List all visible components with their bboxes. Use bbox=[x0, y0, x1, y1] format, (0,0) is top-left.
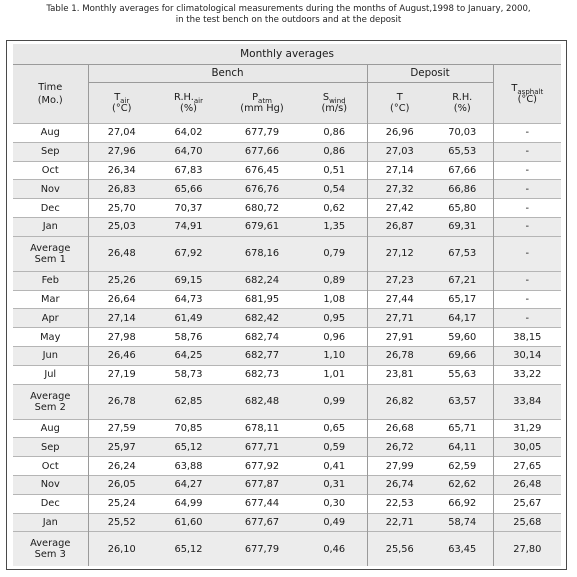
value-cell-tasph: - bbox=[493, 217, 561, 236]
value-cell-swind: 0,86 bbox=[302, 124, 367, 143]
value-cell-tasph: 25,68 bbox=[493, 513, 561, 532]
value-cell-rh: 58,74 bbox=[432, 513, 493, 532]
table-row-average bbox=[13, 384, 561, 419]
value-cell-patm: 677,67 bbox=[222, 513, 302, 532]
time-cell: Aug bbox=[13, 124, 88, 143]
value-cell-rh: 59,60 bbox=[432, 328, 493, 347]
value-cell-tasph: - bbox=[493, 124, 561, 143]
value-cell-patm: 676,76 bbox=[222, 180, 302, 199]
tair-column-header bbox=[88, 83, 155, 124]
value-cell-patm: 677,44 bbox=[222, 494, 302, 513]
value-cell-rh: 66,92 bbox=[432, 494, 493, 513]
average-label: Average bbox=[30, 242, 71, 254]
value-cell-rh: 69,66 bbox=[432, 346, 493, 365]
value-cell-tair: 27,14 bbox=[88, 309, 155, 328]
value-cell-rh: 65,71 bbox=[432, 419, 493, 438]
value-cell-t: 25,56 bbox=[367, 532, 432, 567]
value-cell-tasph: 33,84 bbox=[493, 384, 561, 419]
table-row-average bbox=[13, 236, 561, 271]
time-cell: Oct bbox=[13, 161, 88, 180]
value-cell-t: 27,03 bbox=[367, 142, 432, 161]
average-label: Average bbox=[30, 390, 71, 402]
value-cell-swind: 1,35 bbox=[302, 217, 367, 236]
value-cell-rh: 65,80 bbox=[432, 199, 493, 218]
value-cell-tasph: - bbox=[493, 199, 561, 218]
value-cell-rhair: 61,60 bbox=[155, 513, 222, 532]
value-cell-patm: 682,48 bbox=[222, 384, 302, 419]
value-cell-rhair: 70,37 bbox=[155, 199, 222, 218]
value-cell-patm: 677,79 bbox=[222, 532, 302, 567]
patm-symbol: P bbox=[252, 92, 259, 103]
value-cell-tair: 25,24 bbox=[88, 494, 155, 513]
value-cell-rh: 64,17 bbox=[432, 309, 493, 328]
average-label: Average bbox=[30, 538, 71, 550]
table-row-average bbox=[13, 532, 561, 567]
time-cell: Jan bbox=[13, 217, 88, 236]
value-cell-tair: 26,24 bbox=[88, 457, 155, 476]
time-column-header bbox=[13, 65, 88, 124]
value-cell-t: 27,32 bbox=[367, 180, 432, 199]
value-cell-tair: 26,78 bbox=[88, 384, 155, 419]
value-cell-tair: 25,70 bbox=[88, 199, 155, 218]
deposit-rh-symbol: R.H. bbox=[452, 92, 473, 103]
semester-label: Sem 3 bbox=[34, 549, 66, 561]
table-row bbox=[13, 419, 561, 438]
swind-symbol: S bbox=[322, 92, 330, 103]
table-row bbox=[13, 328, 561, 347]
value-cell-tair: 25,52 bbox=[88, 513, 155, 532]
tair-unit: (°C) bbox=[112, 103, 132, 114]
value-cell-tair: 26,64 bbox=[88, 290, 155, 309]
value-cell-rh: 65,53 bbox=[432, 142, 493, 161]
value-cell-tair: 26,34 bbox=[88, 161, 155, 180]
value-cell-rhair: 67,92 bbox=[155, 236, 222, 271]
semester-label: Sem 2 bbox=[34, 401, 66, 413]
table-row bbox=[13, 217, 561, 236]
semester-label: Sem 1 bbox=[34, 253, 66, 265]
value-cell-tair: 27,96 bbox=[88, 142, 155, 161]
value-cell-swind: 0,41 bbox=[302, 457, 367, 476]
table-row bbox=[13, 346, 561, 365]
rhair-subscript: air bbox=[193, 96, 203, 105]
value-cell-swind: 0,86 bbox=[302, 142, 367, 161]
value-cell-tasph: 25,67 bbox=[493, 494, 561, 513]
value-cell-tair: 26,10 bbox=[88, 532, 155, 567]
value-cell-rhair: 64,27 bbox=[155, 475, 222, 494]
value-cell-rh: 67,53 bbox=[432, 236, 493, 271]
deposit-group-header: Deposit bbox=[367, 65, 493, 83]
value-cell-t: 26,82 bbox=[367, 384, 432, 419]
deposit-t-unit: (°C) bbox=[390, 103, 410, 114]
value-cell-swind: 0,49 bbox=[302, 513, 367, 532]
month-label: (Mo.) bbox=[37, 95, 63, 106]
value-cell-rhair: 61,49 bbox=[155, 309, 222, 328]
value-cell-rhair: 65,66 bbox=[155, 180, 222, 199]
value-cell-tasph: 27,80 bbox=[493, 532, 561, 567]
value-cell-t: 26,96 bbox=[367, 124, 432, 143]
table-row bbox=[13, 457, 561, 476]
value-cell-tasph: 33,22 bbox=[493, 365, 561, 384]
value-cell-patm: 680,72 bbox=[222, 199, 302, 218]
time-cell: Apr bbox=[13, 309, 88, 328]
swind-unit: (m/s) bbox=[321, 103, 348, 114]
tasphalt-unit: (°C) bbox=[517, 94, 537, 105]
value-cell-patm: 677,87 bbox=[222, 475, 302, 494]
table-row bbox=[13, 161, 561, 180]
time-cell: Dec bbox=[13, 494, 88, 513]
value-cell-swind: 0,89 bbox=[302, 271, 367, 290]
value-cell-rhair: 64,02 bbox=[155, 124, 222, 143]
value-cell-tasph: - bbox=[493, 161, 561, 180]
value-cell-tasph: - bbox=[493, 271, 561, 290]
value-cell-tasph: 26,48 bbox=[493, 475, 561, 494]
value-cell-rh: 55,63 bbox=[432, 365, 493, 384]
time-cell: Jun bbox=[13, 346, 88, 365]
value-cell-tasph: 38,15 bbox=[493, 328, 561, 347]
table-row bbox=[13, 438, 561, 457]
time-cell: Nov bbox=[13, 475, 88, 494]
table-header bbox=[13, 44, 561, 124]
value-cell-tair: 27,98 bbox=[88, 328, 155, 347]
swind-column-header bbox=[302, 83, 367, 124]
value-cell-patm: 682,77 bbox=[222, 346, 302, 365]
value-cell-tasph: 30,14 bbox=[493, 346, 561, 365]
value-cell-rhair: 58,73 bbox=[155, 365, 222, 384]
value-cell-patm: 682,74 bbox=[222, 328, 302, 347]
table-row bbox=[13, 271, 561, 290]
deposit-rh-unit: (%) bbox=[453, 103, 471, 114]
swind-subscript: wind bbox=[329, 96, 346, 105]
value-cell-tair: 27,04 bbox=[88, 124, 155, 143]
value-cell-rhair: 65,12 bbox=[155, 532, 222, 567]
value-cell-rh: 65,17 bbox=[432, 290, 493, 309]
value-cell-tasph: - bbox=[493, 236, 561, 271]
value-cell-rh: 62,62 bbox=[432, 475, 493, 494]
patm-column-header bbox=[222, 83, 302, 124]
table-row bbox=[13, 124, 561, 143]
value-cell-patm: 676,45 bbox=[222, 161, 302, 180]
value-cell-tasph: - bbox=[493, 180, 561, 199]
tair-subscript: air bbox=[120, 96, 130, 105]
value-cell-t: 27,42 bbox=[367, 199, 432, 218]
bench-group-header: Bench bbox=[88, 65, 367, 83]
value-cell-rh: 70,03 bbox=[432, 124, 493, 143]
value-cell-rhair: 74,91 bbox=[155, 217, 222, 236]
value-cell-swind: 0,31 bbox=[302, 475, 367, 494]
value-cell-swind: 0,95 bbox=[302, 309, 367, 328]
value-cell-patm: 677,79 bbox=[222, 124, 302, 143]
table-row bbox=[13, 494, 561, 513]
time-cell: Mar bbox=[13, 290, 88, 309]
value-cell-rhair: 64,70 bbox=[155, 142, 222, 161]
value-cell-tair: 27,59 bbox=[88, 419, 155, 438]
time-cell: Jan bbox=[13, 513, 88, 532]
table-row bbox=[13, 365, 561, 384]
value-cell-swind: 0,96 bbox=[302, 328, 367, 347]
time-cell: Feb bbox=[13, 271, 88, 290]
value-cell-rh: 63,57 bbox=[432, 384, 493, 419]
value-cell-swind: 0,99 bbox=[302, 384, 367, 419]
value-cell-rhair: 64,99 bbox=[155, 494, 222, 513]
monthly-averages-heading: Monthly averages bbox=[13, 44, 561, 65]
value-cell-patm: 677,92 bbox=[222, 457, 302, 476]
value-cell-tair: 25,97 bbox=[88, 438, 155, 457]
time-cell: Jul bbox=[13, 365, 88, 384]
patm-unit: (mm Hg) bbox=[240, 103, 284, 114]
value-cell-rhair: 62,85 bbox=[155, 384, 222, 419]
deposit-rh-column-header bbox=[432, 83, 493, 124]
value-cell-rh: 67,21 bbox=[432, 271, 493, 290]
tasphalt-column-header bbox=[493, 65, 561, 124]
value-cell-patm: 681,95 bbox=[222, 290, 302, 309]
value-cell-tair: 27,19 bbox=[88, 365, 155, 384]
value-cell-swind: 1,01 bbox=[302, 365, 367, 384]
value-cell-t: 27,12 bbox=[367, 236, 432, 271]
value-cell-swind: 0,51 bbox=[302, 161, 367, 180]
deposit-t-symbol: T bbox=[396, 92, 403, 103]
tasphalt-symbol: T bbox=[511, 83, 518, 94]
tasphalt-subscript: asphalt bbox=[517, 87, 544, 96]
time-cell: May bbox=[13, 328, 88, 347]
value-cell-tair: 26,83 bbox=[88, 180, 155, 199]
rhair-unit: (%) bbox=[180, 103, 197, 114]
value-cell-rh: 64,11 bbox=[432, 438, 493, 457]
value-cell-rh: 62,59 bbox=[432, 457, 493, 476]
time-cell bbox=[13, 532, 88, 567]
value-cell-patm: 678,16 bbox=[222, 236, 302, 271]
value-cell-rh: 67,66 bbox=[432, 161, 493, 180]
value-cell-rh: 66,86 bbox=[432, 180, 493, 199]
value-cell-rh: 63,45 bbox=[432, 532, 493, 567]
table-row bbox=[13, 309, 561, 328]
value-cell-patm: 679,61 bbox=[222, 217, 302, 236]
time-cell: Aug bbox=[13, 419, 88, 438]
value-cell-swind: 0,59 bbox=[302, 438, 367, 457]
time-cell bbox=[13, 384, 88, 419]
time-cell: Nov bbox=[13, 180, 88, 199]
time-label: Time bbox=[38, 82, 63, 93]
value-cell-tasph: 30,05 bbox=[493, 438, 561, 457]
value-cell-swind: 0,65 bbox=[302, 419, 367, 438]
value-cell-t: 26,68 bbox=[367, 419, 432, 438]
table-row bbox=[13, 180, 561, 199]
table-row bbox=[13, 513, 561, 532]
value-cell-rhair: 63,88 bbox=[155, 457, 222, 476]
value-cell-t: 27,99 bbox=[367, 457, 432, 476]
time-cell bbox=[13, 236, 88, 271]
value-cell-rhair: 69,15 bbox=[155, 271, 222, 290]
value-cell-patm: 678,11 bbox=[222, 419, 302, 438]
value-cell-tair: 25,03 bbox=[88, 217, 155, 236]
table-row bbox=[13, 475, 561, 494]
value-cell-t: 27,23 bbox=[367, 271, 432, 290]
value-cell-swind: 0,62 bbox=[302, 199, 367, 218]
value-cell-swind: 0,54 bbox=[302, 180, 367, 199]
value-cell-t: 27,91 bbox=[367, 328, 432, 347]
value-cell-tair: 26,48 bbox=[88, 236, 155, 271]
deposit-t-column-header bbox=[367, 83, 432, 124]
value-cell-swind: 0,30 bbox=[302, 494, 367, 513]
value-cell-swind: 1,08 bbox=[302, 290, 367, 309]
value-cell-rhair: 70,85 bbox=[155, 419, 222, 438]
value-cell-patm: 682,73 bbox=[222, 365, 302, 384]
value-cell-rhair: 67,83 bbox=[155, 161, 222, 180]
patm-subscript: atm bbox=[258, 96, 272, 105]
value-cell-tasph: - bbox=[493, 309, 561, 328]
caption-line-2: in the test bench on the outdoors and at the deposit bbox=[175, 15, 402, 25]
value-cell-t: 26,72 bbox=[367, 438, 432, 457]
value-cell-patm: 682,24 bbox=[222, 271, 302, 290]
value-cell-patm: 677,71 bbox=[222, 438, 302, 457]
caption-line-1: Table 1. Monthly averages for climatological measurements during the months of August,1998 to January, 2000, bbox=[46, 4, 531, 14]
tair-symbol: T bbox=[114, 92, 121, 103]
table-caption bbox=[0, 4, 577, 26]
time-cell: Oct bbox=[13, 457, 88, 476]
value-cell-t: 26,74 bbox=[367, 475, 432, 494]
table-row bbox=[13, 142, 561, 161]
value-cell-patm: 677,66 bbox=[222, 142, 302, 161]
value-cell-t: 22,53 bbox=[367, 494, 432, 513]
value-cell-tair: 26,46 bbox=[88, 346, 155, 365]
value-cell-t: 23,81 bbox=[367, 365, 432, 384]
rhair-column-header bbox=[155, 83, 222, 124]
value-cell-rhair: 65,12 bbox=[155, 438, 222, 457]
value-cell-swind: 1,10 bbox=[302, 346, 367, 365]
value-cell-tasph: 27,65 bbox=[493, 457, 561, 476]
value-cell-tasph: - bbox=[493, 142, 561, 161]
table-row bbox=[13, 199, 561, 218]
climate-table bbox=[13, 44, 561, 566]
value-cell-t: 27,14 bbox=[367, 161, 432, 180]
value-cell-rhair: 64,73 bbox=[155, 290, 222, 309]
time-cell: Sep bbox=[13, 142, 88, 161]
value-cell-t: 26,78 bbox=[367, 346, 432, 365]
value-cell-tair: 26,05 bbox=[88, 475, 155, 494]
value-cell-rhair: 64,25 bbox=[155, 346, 222, 365]
rhair-symbol: R.H. bbox=[173, 92, 194, 103]
table-body bbox=[13, 124, 561, 567]
value-cell-tair: 25,26 bbox=[88, 271, 155, 290]
value-cell-rhair: 58,76 bbox=[155, 328, 222, 347]
value-cell-tasph: 31,29 bbox=[493, 419, 561, 438]
value-cell-tasph: - bbox=[493, 290, 561, 309]
value-cell-t: 27,71 bbox=[367, 309, 432, 328]
value-cell-swind: 0,79 bbox=[302, 236, 367, 271]
value-cell-t: 27,44 bbox=[367, 290, 432, 309]
table-row bbox=[13, 290, 561, 309]
time-cell: Dec bbox=[13, 199, 88, 218]
value-cell-swind: 0,46 bbox=[302, 532, 367, 567]
value-cell-rh: 69,31 bbox=[432, 217, 493, 236]
value-cell-t: 22,71 bbox=[367, 513, 432, 532]
value-cell-t: 26,87 bbox=[367, 217, 432, 236]
time-cell: Sep bbox=[13, 438, 88, 457]
value-cell-patm: 682,42 bbox=[222, 309, 302, 328]
